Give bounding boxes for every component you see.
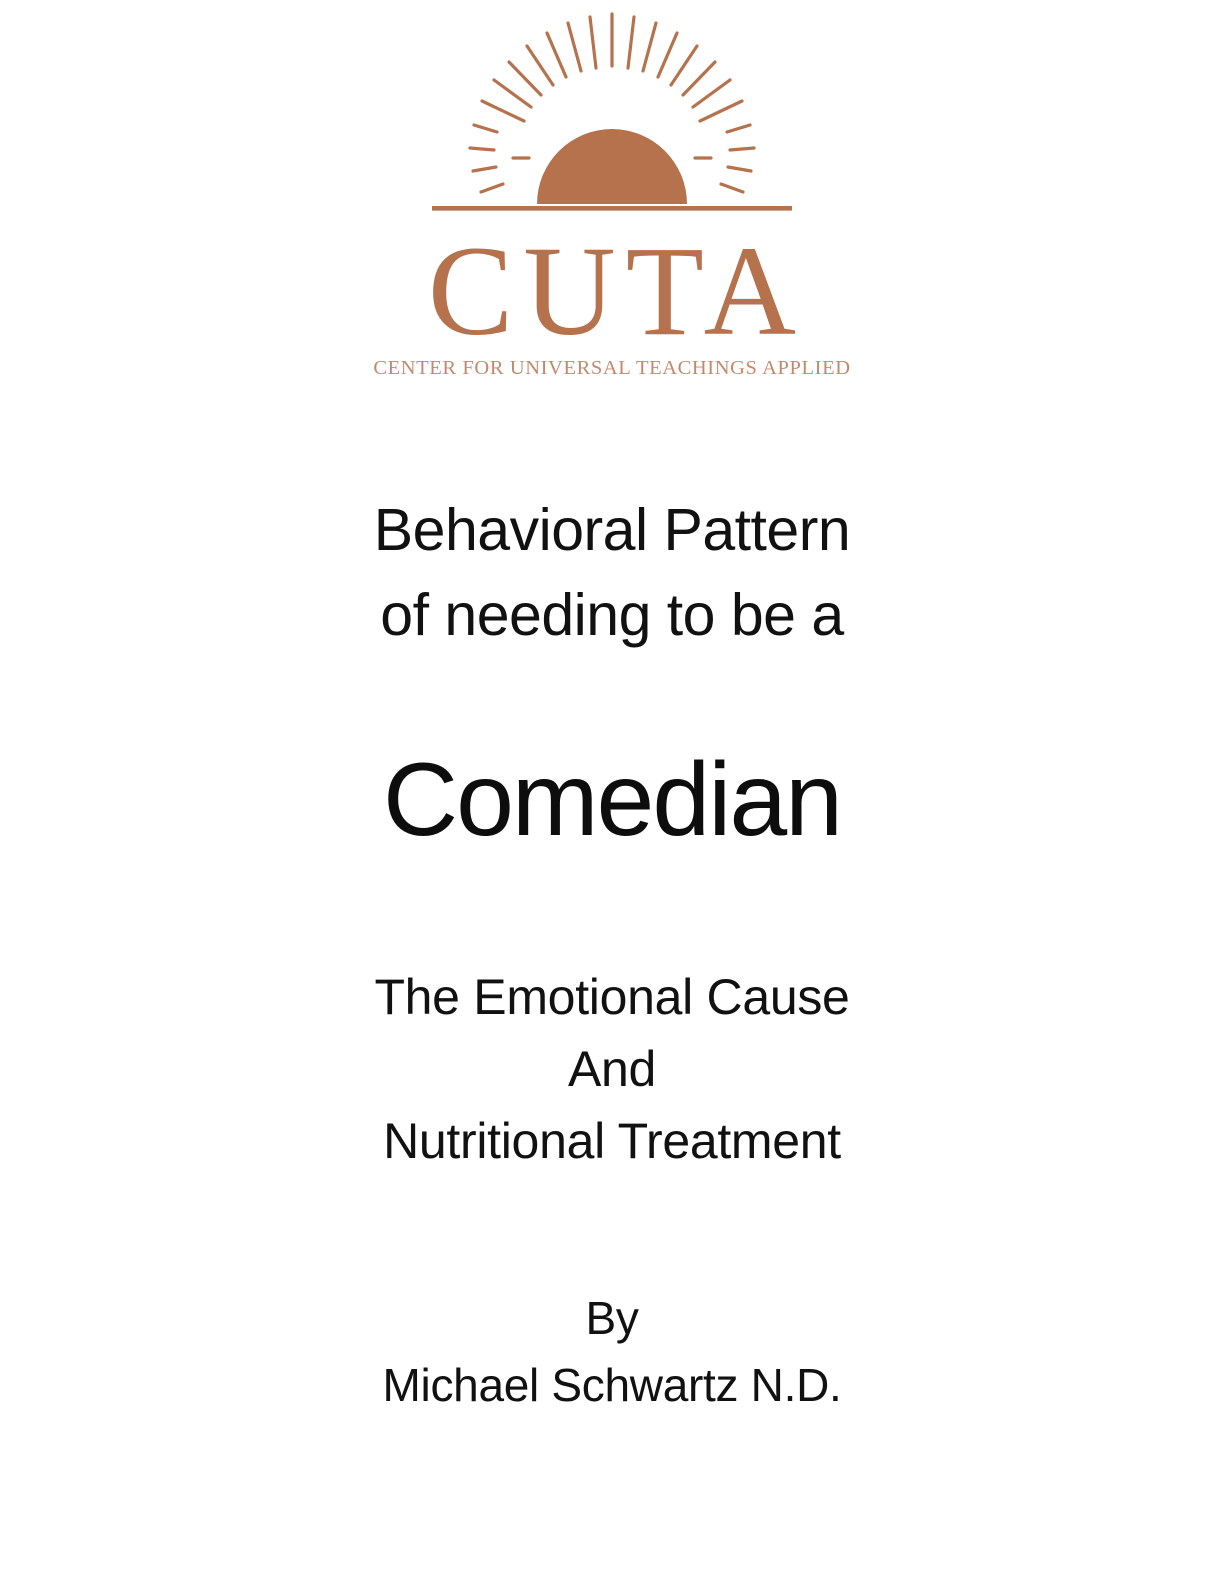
headline: Comedian [382, 741, 842, 858]
subtitle [374, 961, 849, 1177]
author-name: Michael Schwartz N.D. [382, 1358, 842, 1411]
byline [383, 1285, 842, 1418]
title-line-1: Behavioral Pattern [373, 497, 851, 563]
page-title [374, 488, 850, 658]
subtitle-line-3: Nutritional Treatment [383, 1113, 841, 1170]
logo-block [332, 8, 892, 380]
logo-wordmark: CUTA [427, 220, 807, 362]
logo-tagline: CENTER FOR UNIVERSAL TEACHINGS APPLIED [373, 357, 851, 379]
title-line-2: of needing to be a [380, 581, 844, 648]
sunburst-icon [377, 8, 847, 233]
byline-label: By [585, 1292, 639, 1345]
subtitle-line-1: The Emotional Cause [374, 969, 850, 1026]
subtitle-line-2: And [567, 1041, 657, 1098]
